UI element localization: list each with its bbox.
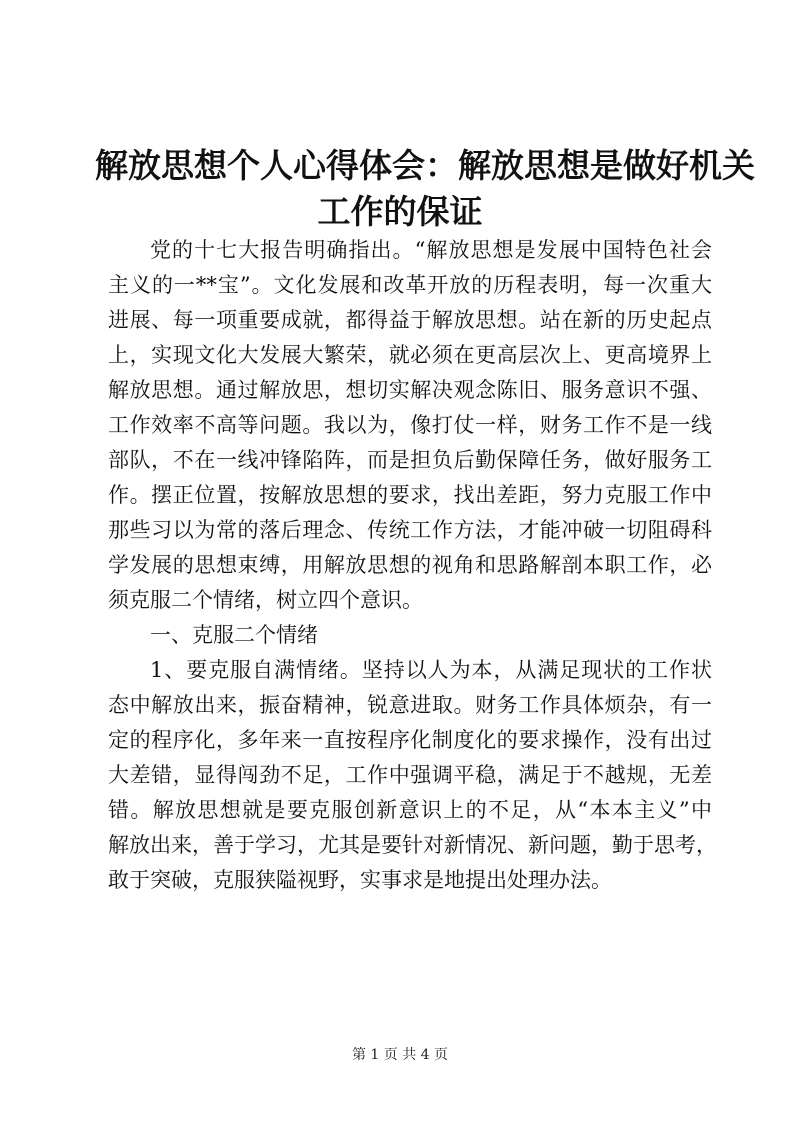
paragraph-1-line-6: 工作效率不高等问题。我以为，像打仗一样，财务工作不是一线: [108, 413, 712, 437]
paragraph-1-line-2: 主义的一**宝”。文化发展和改革开放的历程表明，每一次重大: [108, 273, 712, 297]
title-line-2: 工作的保证: [317, 192, 483, 231]
paragraph-1-line-1: 党的十七大报告明确指出。“解放思想是发展中国特色社会: [150, 238, 712, 262]
paragraph-1-line-7: 部队，不在一线冲锋陷阵，而是担负后勤保障任务，做好服务工: [108, 448, 712, 472]
paragraph-1-line-3: 进展、每一项重要成就，都得益于解放思想。站在新的历史起点: [108, 308, 712, 332]
paragraph-1-line-9: 那些习以为常的落后理念、传统工作方法，才能冲破一切阻碍科: [108, 518, 712, 542]
paragraph-2-line-7: 敢于突破，克服狭隘视野，实事求是地提出处理办法。: [108, 868, 612, 892]
paragraph-1-line-10: 学发展的思想束缚，用解放思想的视角和思路解剖本职工作，必: [108, 553, 712, 577]
paragraph-2-line-3: 定的程序化，多年来一直按程序化制度化的要求操作，没有出过: [108, 728, 712, 752]
paragraph-1-line-4: 上，实现文化大发展大繁荣，就必须在更高层次上、更高境界上: [108, 343, 712, 367]
title-line-1: 解放思想个人心得体会：解放思想是做好机关: [95, 146, 755, 185]
page-footer: 第 1 页 共 4 页: [351, 1047, 449, 1063]
document-title: [95, 143, 755, 235]
paragraph-1-line-11: 须克服二个情绪，树立四个意识。: [108, 588, 423, 612]
paragraph-2-line-6: 解放出来，善于学习，尤其是要针对新情况、新问题，勤于思考，: [108, 833, 717, 857]
section-heading: 一、克服二个情绪: [150, 623, 318, 647]
paragraph-1-line-8: 作。摆正位置，按解放思想的要求，找出差距，努力克服工作中: [108, 483, 712, 507]
paragraph-2-line-1: 1、要克服自满情绪。坚持以人为本，从满足现状的工作状: [150, 658, 712, 682]
paragraph-2-line-5: 错。解放思想就是要克服创新意识上的不足，从“本本主义”中: [108, 798, 712, 822]
document-body: [108, 233, 717, 898]
paragraph-1-line-5: 解放思想。通过解放思，想切实解决观念陈旧、服务意识不强、: [108, 378, 712, 402]
paragraph-2-line-4: 大差错，显得闯劲不足，工作中强调平稳，满足于不越规，无差: [108, 763, 712, 787]
paragraph-2-line-2: 态中解放出来，振奋精神，锐意进取。财务工作具体烦杂，有一: [108, 693, 712, 717]
